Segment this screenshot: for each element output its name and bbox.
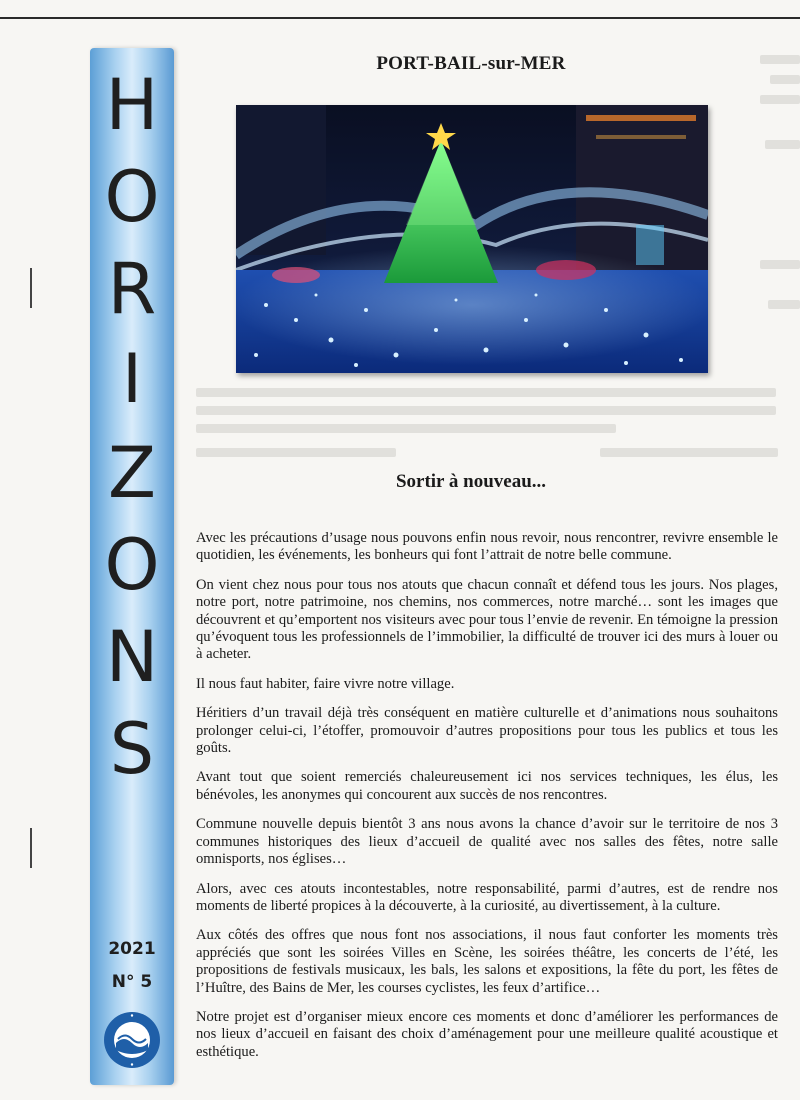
masthead-letter: Z <box>108 432 156 514</box>
masthead-letter: I <box>121 340 143 419</box>
masthead-letter: O <box>104 524 160 606</box>
town-title: PORT-BAIL-sur-MER <box>376 53 566 74</box>
masthead-title <box>90 64 174 806</box>
masthead-letter: N <box>105 616 159 698</box>
issue-number: N° 5 <box>111 972 153 992</box>
article-paragraph: Héritiers d’un travail déjà très conséquent en matière culturelle et d’animations nous souhaitons prolonger celui-ci, l’étoffer, promouvoir d’autres propositions pour tous les publics et tous les goûts. <box>196 705 778 757</box>
article-paragraph: On vient chez nous pour tous nos atouts que chacun connaît et défend tous les jours. Nos plages, notre port, notre patrimoine, nos chemins, nos commerces, notre marché… sont les images que découvrent et qu’emportent nos visiteurs avec pour tous l’envie de revenir. En témoigne la pression qu’évoquent tous les professionnels de l’immobilier, la difficulté de trouver ici des murs à louer ou à acheter. <box>196 576 778 663</box>
article-paragraph: Avec les précautions d’usage nous pouvons enfin nous revoir, nous rencontrer, revivre ensemble le quotidien, les événements, les bonheurs qui font l’attrait de notre belle commune. <box>196 530 778 564</box>
article-paragraph: Il nous faut habiter, faire vivre notre village. <box>196 675 455 692</box>
christmas-lights-photo <box>236 105 708 373</box>
article-body <box>196 530 778 1073</box>
article-paragraph: Avant tout que soient remerciés chaleureusement ici nos services techniques, les élus, les bénévoles, les anonymes qui concourent aux succès de nos rencontres. <box>196 769 778 803</box>
pavillon-bleu-logo <box>102 1010 162 1070</box>
article-title: Sortir à nouveau... <box>395 471 547 492</box>
masthead-letter: O <box>104 156 160 238</box>
article-paragraph: Notre projet est d’organiser mieux encore ces moments et donc d’améliorer les performances de nos lieux d’accueil en faisant des choix d’aménagement pour une meilleure qualité acoustique et esthétique. <box>196 1008 778 1060</box>
article-paragraph: Commune nouvelle depuis bientôt 3 ans nous avons la chance d’avoir sur le territoire de nos 3 communes historiques des lieux d’accueil de qualité avec nos salles des fêtes, notre salle omnisports, nos églises… <box>196 816 778 868</box>
article-paragraph: Alors, avec ces atouts incontestables, notre responsabilité, parmi d’autres, est de rendre nos moments de liberté propices à la découverte, à la curiosité, au divertissement, à la culture. <box>196 880 778 914</box>
masthead-letter: S <box>109 708 155 790</box>
top-rule <box>0 17 800 19</box>
issue-year: 2021 <box>108 939 156 959</box>
masthead-letter: R <box>107 248 157 330</box>
masthead-letter: H <box>105 64 159 146</box>
article-paragraph: Aux côtés des offres que nous font nos associations, il nous faut conforter les moments très appréciés que sont les soirées Villes en Scène, les soirées théâtre, les concerts de l’été, les propositions de festivals musicaux, les bals, les salons et expositions, la fête du port, les fêtes de l’Huître, des Bains de Mer, les courses cyclistes, les feux d’artifice… <box>196 927 778 996</box>
margin-mark <box>30 268 32 308</box>
masthead-banner <box>90 48 174 1085</box>
margin-mark <box>30 828 32 868</box>
